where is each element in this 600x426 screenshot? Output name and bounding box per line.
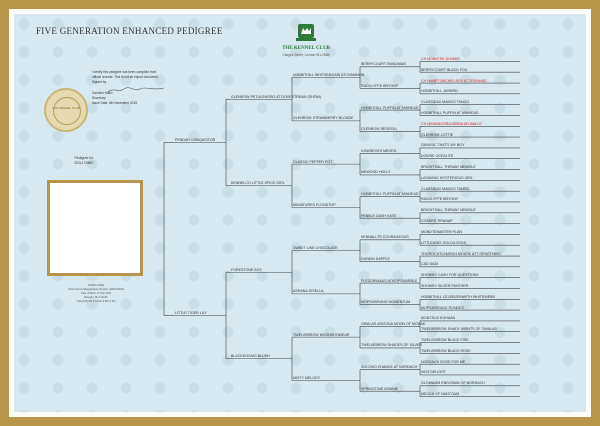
ancestor-gen5: THOROCHTCHURCH MOUSE ATT OFNOTHING <box>421 251 501 256</box>
pedigree-number: DOL170887 <box>74 161 94 165</box>
dog-detail-line: Date of Birth: 17 Feb 2011 <box>80 292 112 295</box>
ancestor-gen3: MISTY MELODY <box>293 375 321 380</box>
ancestor-gen5: TWELVEBROW BLACK FIRE <box>421 338 469 343</box>
ancestor-gen5: RADCLYFFE BRYONY <box>421 197 459 202</box>
page-title: FIVE GENERATION ENHANCED PEDIGREE <box>36 26 223 36</box>
ancestor-gen5: MONTEUX KOHAAN <box>421 316 456 321</box>
dog-detail-line: Cross Kennel Registration Number: AD01230011 <box>67 288 125 291</box>
ancestor-gen4: SPRINGTIME BONNIE <box>361 386 399 391</box>
ancestor-gen5: CLASSIDAX MANGO TANGO <box>421 100 470 105</box>
ancestor-gen2: FORESTONE BOY <box>231 267 262 272</box>
ancestor-gen5: CH MOBIOTIK DUNNIO <box>421 56 460 61</box>
ancestor-gen3: TWELVEBROW MOONSHOWEAR <box>293 332 350 337</box>
seal-text: THE KENNEL CLUB <box>52 106 80 110</box>
ancestor-gen2: KENNELCO LITTLE SPICE GIRL <box>231 181 285 186</box>
ancestor-gen5: TWELVEBROW BLACK ROSE <box>421 348 471 353</box>
ancestor-gen4: SOCOKO CHANCE AT NORDACH <box>361 365 418 370</box>
dog-detail-line: Owned By Mr A Smith & Mrs T Bri <box>76 300 116 303</box>
ancestor-gen2: BLACKDOGMG BLUSH <box>231 354 270 359</box>
ancestor-gen5: CAD DADI <box>421 262 439 267</box>
ancestor-gen5: LITTLEMISS GOLDILOCKS <box>421 240 466 245</box>
ancestor-gen5: HOBBITHILL PUFFIN AT MINHEAD <box>421 110 479 115</box>
ancestor-gen4: OWALAS ARIZONA MOON OF MOHAK <box>361 321 426 326</box>
ancestor-gen2: GLENROW PETULENGRO AT DOVESTREAM (SHOW) <box>231 94 322 99</box>
ancestor-gen5: BRIGHTSALL THEWAY MEMOLE <box>421 165 476 170</box>
ancestor-gen4: MOPSMSRUNG MOMENTUM <box>361 300 411 305</box>
ancestor-gen5: LASWANG MYSTERIOUS GIRL <box>421 175 473 180</box>
ancestor-gen5: NORDACH ROSE FOR ME <box>421 359 466 364</box>
cert-issue-date: Issue Date: 6th November 2015 <box>92 101 138 105</box>
ancestor-gen5: BRIGHTSALL THEWAY MEMOLE <box>421 208 476 213</box>
dog-detail-line: ANNIE GORE <box>87 284 105 287</box>
ancestor-gen4: HOBBITHILL PUFFIN AT MINHEAD <box>361 192 419 197</box>
ancestor-gen5: HOBBITHILL JAYBIRD <box>421 89 458 94</box>
cert-line-1: I certify this pedigree has been compiled from <box>92 70 157 74</box>
ancestor-gen5: CH HAMPTONCHEL BOY AT TERNUND <box>421 78 487 83</box>
cert-signed: Signed by <box>92 80 107 84</box>
ancestor-gen5: MOPSMSRUNG RONDES <box>421 305 464 310</box>
ancestor-gen4: KENNALLTS COURAGEOUS <box>361 235 409 240</box>
ancestor-gen4: FLEDDRIMAUS ATMOPSMARBLE <box>361 278 418 283</box>
ancestor-gen5: MONDTEMASTER PLAN <box>421 229 462 234</box>
dog-detail-line: Breeder: Mr A Smith <box>84 296 108 299</box>
ancestor-gen5: CH MARANOORA MINNA AN WALLE <box>421 121 482 126</box>
ancestor-gen1: LITTLE TIGER LILY <box>175 311 207 315</box>
ancestor-gen5: GLOWAMM ENDOSAW OF NORDACH <box>421 381 485 386</box>
kennel-club-name: THE KENNEL CLUB <box>282 46 330 51</box>
ancestor-gen5: KIDS DELIGHT <box>421 370 446 375</box>
ancestor-gen3: GLENROW STRAWBERRY BLONDE <box>293 116 354 121</box>
ancestor-gen5: HOBBITHILL CELEBORNWITH WHITEWEBB <box>421 294 495 299</box>
ancestor-gen5: CLASSIDAX MANGO TANGO <box>421 186 470 191</box>
ancestor-gen3: HOBBITHILL WHITSEDGAIN ATCHAMMON <box>293 73 365 78</box>
ancestor-gen4: DUNKIN DAPPLE <box>361 256 390 261</box>
ancestor-gen4: DOWSECKS MEORD <box>361 148 397 153</box>
ancestor-gen5: GAYASIC THAT'S MY BOY <box>421 143 465 148</box>
ancestor-gen4: RADCLYFFE BRYONY <box>361 83 399 88</box>
ancestor-gen5: SHOWBY SILVER PANTHER <box>421 283 469 288</box>
ancestor-gen4: TWELVEBROW SHADES OF SILVER <box>361 343 422 348</box>
ancestor-gen5: DOWSE OCEALITE <box>421 154 454 159</box>
ancestor-gen5: SHOWBY CASH FOR QUESTIONS <box>421 273 479 278</box>
ancestor-gen3: CLASSIC PEPPER POT <box>293 159 333 164</box>
ancestor-gen3: MINIATURES FLOODTOP <box>293 202 336 207</box>
ancestor-gen5: MEGAN OF NANTOAM <box>421 392 460 397</box>
ancestor-gen5: BERRYCOURT BLACK FOX <box>421 67 468 72</box>
ancestor-gen5: GLENROW LOTTIE <box>421 132 454 137</box>
ancestor-gen3: ASHANA GISELLA <box>293 289 324 294</box>
ancestor-gen3: SWEET LIKE CHOCOLATE <box>293 246 338 251</box>
cert-line-2: official records. This is not an export document. <box>92 75 159 79</box>
ancestor-gen4: MEWOOD HOLLY <box>361 170 391 175</box>
ancestor-gen4: HOBBITHILL PUFFIN AT MINHEAD <box>361 105 419 110</box>
ancestor-gen5: TWELVEBROW SHADY NIGHTS OF OWALAS <box>421 327 497 332</box>
cert-role: Secretary <box>92 96 106 100</box>
cert-name: Caroline Kisko <box>92 91 113 95</box>
pedigree-sheet <box>14 14 586 412</box>
ancestor-gen1: PENDAR CONQUISTOR <box>175 138 216 142</box>
ancestor-gen4: GLENROW REDROLL <box>361 127 398 132</box>
pedigree-for-label: Pedigree for <box>74 156 94 160</box>
kennel-club-address: Clarges Street, London W1J 8AB <box>282 53 330 57</box>
ancestor-gen4: BERRYCOURT SWAGMAN <box>361 62 406 67</box>
ancestor-gen5: COSERS TIRANAP <box>421 219 453 224</box>
ancestor-gen4: PEBBLE DASH KATE <box>361 213 397 218</box>
